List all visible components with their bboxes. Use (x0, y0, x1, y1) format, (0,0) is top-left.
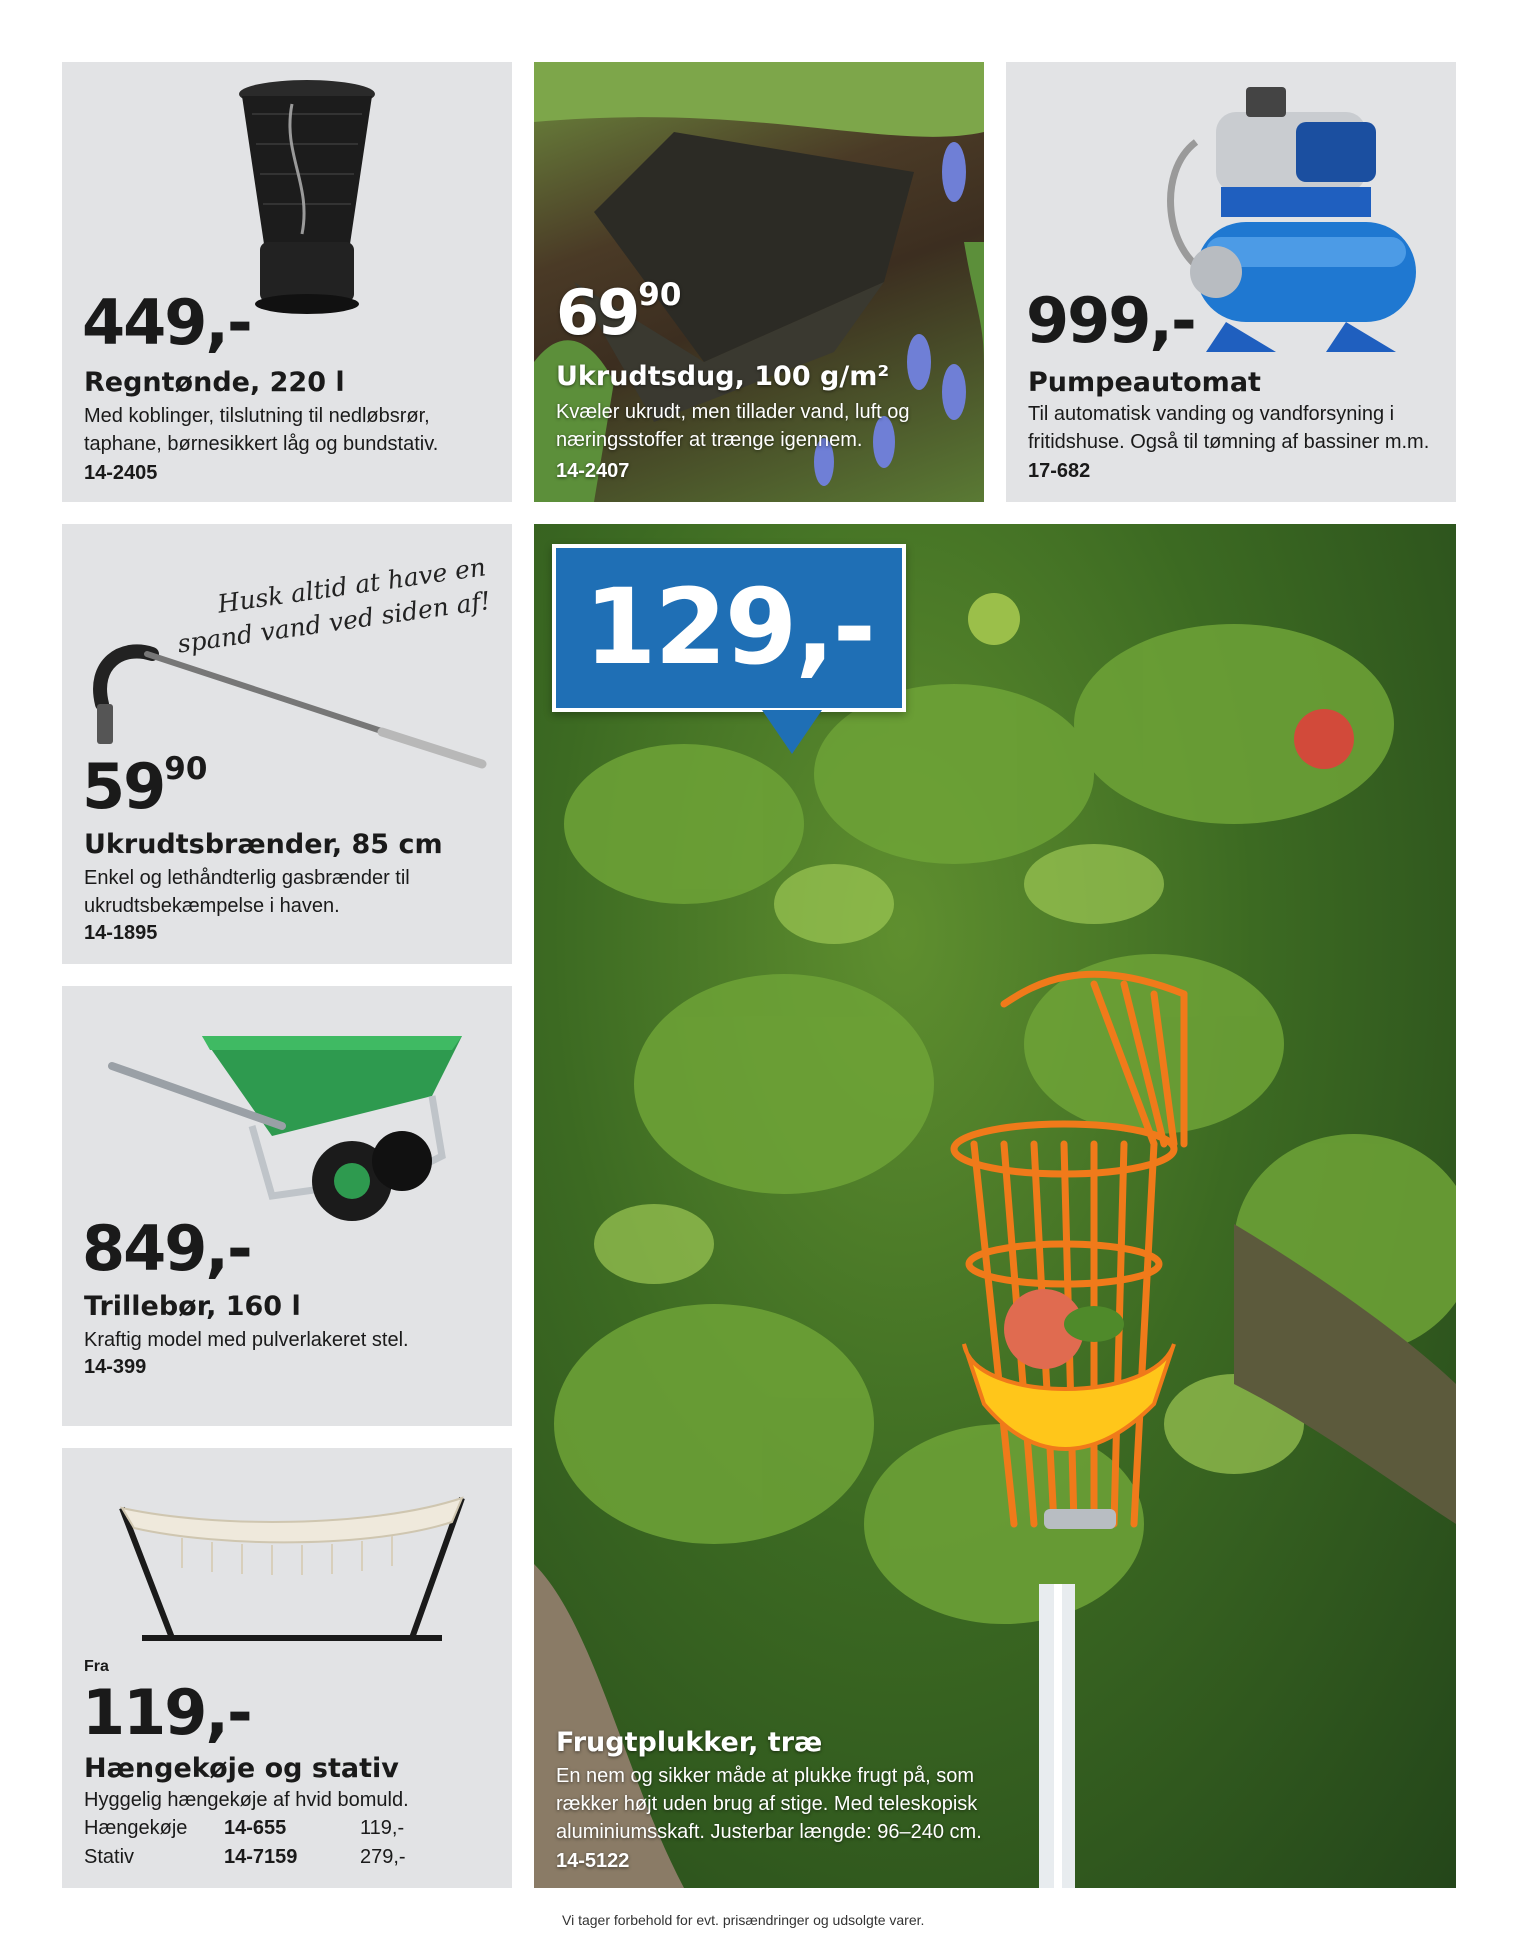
product-sku: 14-2407 (556, 460, 630, 482)
handwritten-note: Husk altid at have en spand vand ved siden af! (175, 552, 493, 659)
product-description: Til automatisk vanding og vandforsyning i fritidshuse. Også til tømning af bassiner m.m. (1028, 403, 1430, 453)
product-title: Ukrudtsdug, 100 g/m² (556, 361, 890, 392)
variant-table (84, 1814, 420, 1872)
product-card-haengekoje[interactable] (62, 1448, 512, 1888)
price-bubble: 129,- (552, 544, 906, 712)
product-card-pumpe[interactable] (1006, 62, 1456, 502)
product-title: Regntønde, 220 l (84, 367, 345, 398)
product-description: Enkel og lethåndterlig gasbrænder til ukrudtsbekæmpelse i haven. (84, 867, 410, 917)
product-card-ukrudtsbraender[interactable] (62, 524, 512, 964)
variant-sku: 14-7159 (224, 1846, 298, 1868)
product-title: Frugtplukker, træ (556, 1727, 823, 1758)
product-sku: 14-399 (84, 1356, 147, 1378)
fruit-picker-photo (534, 524, 1456, 1888)
product-description: Kvæler ukrudt, men tillader vand, luft og næringsstoffer at trænge igennem. (556, 401, 910, 451)
product-title: Ukrudtsbrænder, 85 cm (84, 829, 443, 860)
product-card-regntonde[interactable] (62, 62, 512, 502)
variant-name: Stativ (84, 1846, 135, 1868)
from-label: Fra (84, 1658, 109, 1675)
product-card-ukrudtsdug[interactable] (534, 62, 984, 502)
hammock-image (112, 1488, 472, 1658)
water-pump-image (1156, 82, 1436, 362)
product-sku: 14-2405 (84, 462, 158, 484)
product-card-frugtplukker[interactable] (534, 524, 1456, 1888)
product-sku: 14-5122 (556, 1850, 630, 1872)
product-card-trillebor[interactable] (62, 986, 512, 1426)
price: 999,- (1026, 284, 1195, 357)
product-sku: 14-1895 (84, 922, 158, 944)
wheelbarrow-image (102, 1006, 482, 1236)
price: 119,- (82, 1676, 251, 1749)
variant-row (84, 1843, 420, 1872)
variant-row (84, 1814, 420, 1843)
disclaimer-footer: Vi tager forbehold for evt. prisændringer og udsolgte varer. (562, 1912, 925, 1928)
product-description: En nem og sikker måde at plukke frugt på, som rækker højt uden brug af stige. Med teleskopisk aluminiumsskaft. Justerbar længde: 96–240 cm. (556, 1765, 982, 1843)
product-description: Hyggelig hængekøje af hvid bomuld. (84, 1789, 409, 1811)
product-title: Pumpeautomat (1028, 367, 1261, 398)
product-title: Trillebør, 160 l (84, 1291, 301, 1322)
price-bubble-tail (762, 710, 822, 754)
product-description: Kraftig model med pulverlakeret stel. (84, 1329, 409, 1351)
variant-sku: 14-655 (224, 1817, 287, 1839)
product-sku: 17-682 (1028, 460, 1091, 482)
variant-price: 119,- (360, 1817, 405, 1839)
product-title: Hængekøje og stativ (84, 1753, 399, 1784)
price: $59^{90}$ (82, 750, 208, 823)
price: 849,- (82, 1212, 251, 1285)
price: 449,- (82, 286, 251, 359)
variant-price: 279,- (360, 1846, 406, 1868)
variant-name: Hængekøje (84, 1817, 188, 1839)
price: $69^{90}$ (556, 276, 682, 349)
product-description: Med koblinger, tilslutning til nedløbsrør, taphane, børnesikkert låg og bundstativ. (84, 405, 439, 455)
